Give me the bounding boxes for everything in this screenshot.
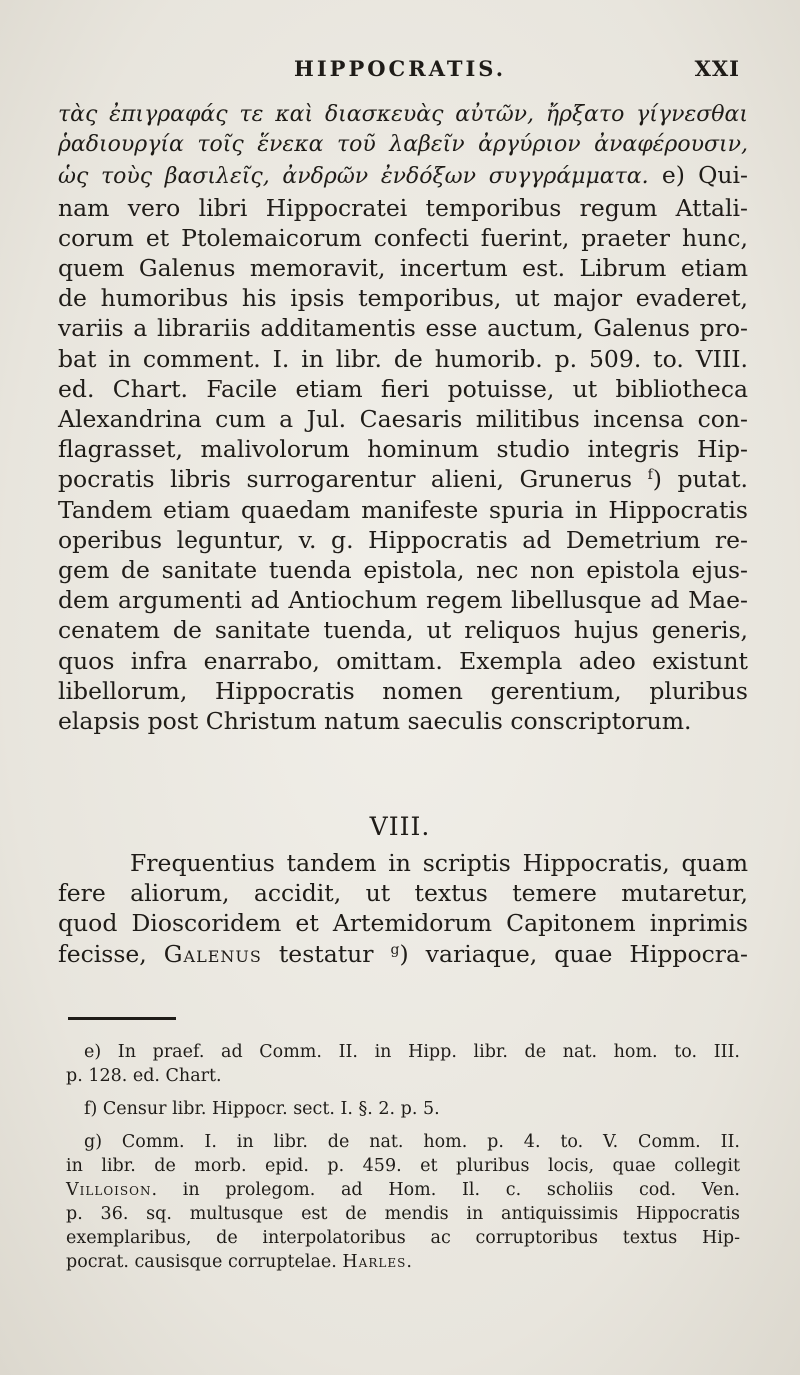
text-fragment: testatur xyxy=(278,939,374,968)
footnote-ref-e: e) Qui- xyxy=(661,161,748,190)
greek-line: ῥαδιουργία τοῖς ἕνεκα τοῦ λαβεῖν ἀργύριον ἀναφέρουσιν, xyxy=(58,132,748,158)
text-line: variis a librariis additamentis esse auctum, Galenus pro- xyxy=(58,314,748,343)
footnote-e xyxy=(66,1040,740,1088)
footnote-line: p. 36. sq. multusque est de mendis in antiquissimis Hippocratis xyxy=(66,1204,740,1224)
text-line: quem Galenus memoravit, incertum est. Librum etiam xyxy=(58,254,748,283)
text-fragment: ) variaque, quae Hippocra- xyxy=(399,939,748,968)
mixed-line xyxy=(58,160,748,192)
text-line: dem argumenti ad Antiochum regem libellusque ad Mae- xyxy=(58,586,748,615)
text-line: operibus leguntur, v. g. Hippocratis ad Demetrium re- xyxy=(58,525,748,554)
text-fragment: ) putat. xyxy=(652,465,749,494)
footnote-line: p. 128. ed. Chart. xyxy=(66,1066,222,1086)
footnote-line xyxy=(66,1178,740,1202)
text-line: flagrasset, malivolorum hominum studio integris Hip- xyxy=(58,435,748,464)
footnote-rule xyxy=(68,1017,176,1020)
text-fragment: pocratis libris surrogarentur alieni, Grunerus xyxy=(58,465,633,494)
greek-fragment: ὡς τοὺς βασιλεῖς, ἀνδρῶν ἐνδόξων συγγράμματα. xyxy=(58,164,649,190)
text-line: Frequentius tandem in scriptis Hippocratis, quam xyxy=(130,849,748,877)
text-line xyxy=(58,464,748,494)
footnote-line: in libr. de morb. epid. p. 459. et pluribus locis, quae collegit xyxy=(66,1156,740,1176)
author-name: Villoison xyxy=(66,1180,152,1200)
section-paragraph xyxy=(58,848,748,969)
footnote-line: f) Censur libr. Hippocr. sect. I. §. 2. p. 5. xyxy=(84,1099,440,1119)
paragraph-1 xyxy=(58,100,748,736)
footnote-marker-f: f xyxy=(647,467,653,484)
text-line: cenatem de sanitate tuenda, ut reliquos hujus generis, xyxy=(58,616,748,645)
text-line: ed. Chart. Facile etiam fieri potuisse, ut bibliotheca xyxy=(58,374,748,403)
running-title: HIPPOCRATIS. xyxy=(293,56,507,81)
text-line: bat in comment. I. in libr. de humorib. p. 509. to. VIII. xyxy=(58,344,748,373)
text-line: gem de sanitate tuenda epistola, nec non epistola ejus- xyxy=(58,556,748,585)
footnote-g xyxy=(66,1130,740,1274)
text-fragment: fecisse, xyxy=(58,939,147,968)
author-name: Galenus xyxy=(163,939,262,968)
running-head xyxy=(60,56,740,86)
text-line: quod Dioscoridem et Artemidorum Capitonem inprimis xyxy=(58,909,748,938)
text-line: elapsis post Christum natum saeculis conscriptorum. xyxy=(58,707,692,736)
text-line: corum et Ptolemaicorum confecti fuerint, praeter hunc, xyxy=(58,223,748,252)
footnote-line: g) Comm. I. in libr. de nat. hom. p. 4. to. V. Comm. II. xyxy=(84,1132,740,1152)
text-line: libellorum, Hippocratis nomen gerentium, pluribus xyxy=(58,676,748,705)
text-fragment: . in prolegom. ad Hom. Il. c. scholiis cod. Ven. xyxy=(151,1180,740,1200)
section-heading: VIII. xyxy=(369,812,431,841)
footnotes xyxy=(66,1040,740,1283)
text-line: nam vero libri Hippocratei temporibus regum Attali- xyxy=(58,193,748,222)
text-fragment: pocrat. causisque corruptelae. xyxy=(66,1252,337,1272)
footnote-line: e) In praef. ad Comm. II. in Hipp. libr. de nat. hom. to. III. xyxy=(84,1042,740,1062)
text-line: de humoribus his ipsis temporibus, ut major evaderet, xyxy=(58,284,748,313)
text-line: Alexandrina cum a Jul. Caesaris militibus incensa con- xyxy=(58,405,748,434)
author-name: Harles xyxy=(342,1252,407,1272)
greek-line: τὰς ἐπιγραφάς τε καὶ διασκευὰς αὐτῶν, ἤρξατο γίγνεσθαι xyxy=(58,102,748,127)
footnote-marker-g: g xyxy=(390,941,400,958)
text-line: Tandem etiam quaedam manifeste spuria in Hippocratis xyxy=(58,495,748,524)
text-line xyxy=(58,939,748,969)
footnote-f xyxy=(66,1097,740,1121)
text-line: quos infra enarrabo, omittam. Exempla adeo existunt xyxy=(58,646,748,675)
footnote-line xyxy=(66,1250,740,1274)
footnote-line: exemplaribus, de interpolatoribus ac corruptoribus textus Hip- xyxy=(66,1228,740,1248)
page-number: XXI xyxy=(694,56,740,81)
text-fragment: . xyxy=(406,1252,412,1272)
text-line: fere aliorum, accidit, ut textus temere mutaretur, xyxy=(58,879,748,908)
